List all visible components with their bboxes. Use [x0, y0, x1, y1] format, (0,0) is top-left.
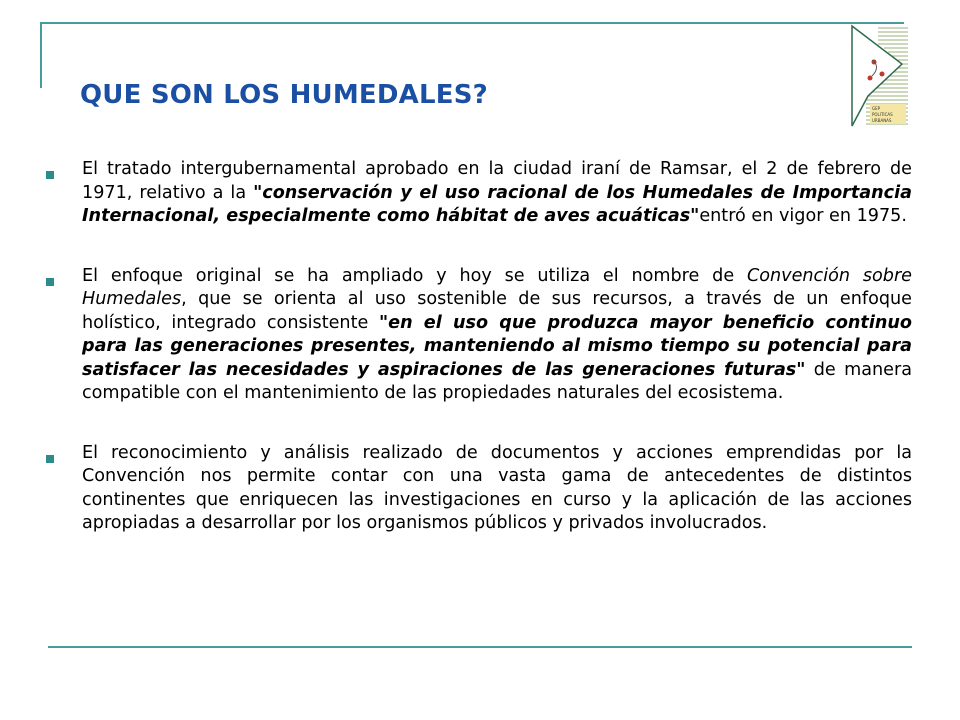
bullet-text: [82, 442, 912, 536]
bullet-list: [44, 158, 912, 536]
bullet-text: [82, 158, 912, 229]
bullet-2-quote: "en el uso que produzca mayor beneficio continuo para las generaciones presentes, manteniendo al mismo tiempo su potencial para satisfacer las necesidades y aspiraciones de las generaciones futuras": [82, 312, 913, 380]
top-rule: [40, 22, 904, 24]
bullet-2-part-3: , que se orienta al uso sostenible de sus recursos, a través de un enfoque holístico, integrado consistente: [82, 289, 912, 333]
bullet-2-part-1: El enfoque original se ha ampliado y hoy se utiliza el nombre de: [82, 265, 747, 286]
bullet-2-convencion-name: Convención sobre Humedales: [82, 265, 912, 309]
logo-caption-3: URBANAS: [872, 118, 892, 123]
square-bullet-icon: [46, 171, 54, 179]
bullet-text: [82, 265, 912, 406]
square-bullet-icon: [46, 455, 54, 463]
page-title: QUE SON LOS HUMEDALES?: [80, 80, 488, 110]
wetlands-logo: [848, 24, 910, 128]
bottom-rule: [48, 646, 912, 648]
bullet-item-reconocimiento: [44, 442, 912, 536]
bullet-1-part-3: entró en vigor en 1975.: [699, 206, 907, 226]
bullet-item-ramsar: [44, 158, 912, 229]
bullet-1-part-1: El tratado intergubernamental aprobado en la ciudad iraní de Ramsar, el 2 de febrero de 1971, relativo a la: [82, 159, 912, 203]
bullet-3-text: El reconocimiento y análisis realizado de documentos y acciones emprendidas por la Convención nos permite contar con una vasta gama de antecedentes de distintos continentes que enriquecen las investigaciones en curso y la aplicación de las acciones apropiadas a desarrollar por los organismos públicos y privados involucrados.: [82, 442, 912, 533]
left-rule: [40, 22, 42, 88]
bullet-2-part-5: de manera compatible con el mantenimiento de las propiedades naturales del ecosistema.: [82, 359, 912, 403]
square-bullet-icon: [46, 278, 54, 286]
logo-caption-2: POLITICAS: [872, 112, 893, 117]
logo-caption-1: GEP: [872, 106, 881, 111]
wetlands-logo-graphic: [848, 24, 910, 128]
bullet-item-convencion: [44, 265, 912, 406]
bullet-1-quote: "conservación y el uso racional de los Humedales de Importancia Internacional, especialmente como hábitat de aves acuáticas": [82, 182, 912, 226]
